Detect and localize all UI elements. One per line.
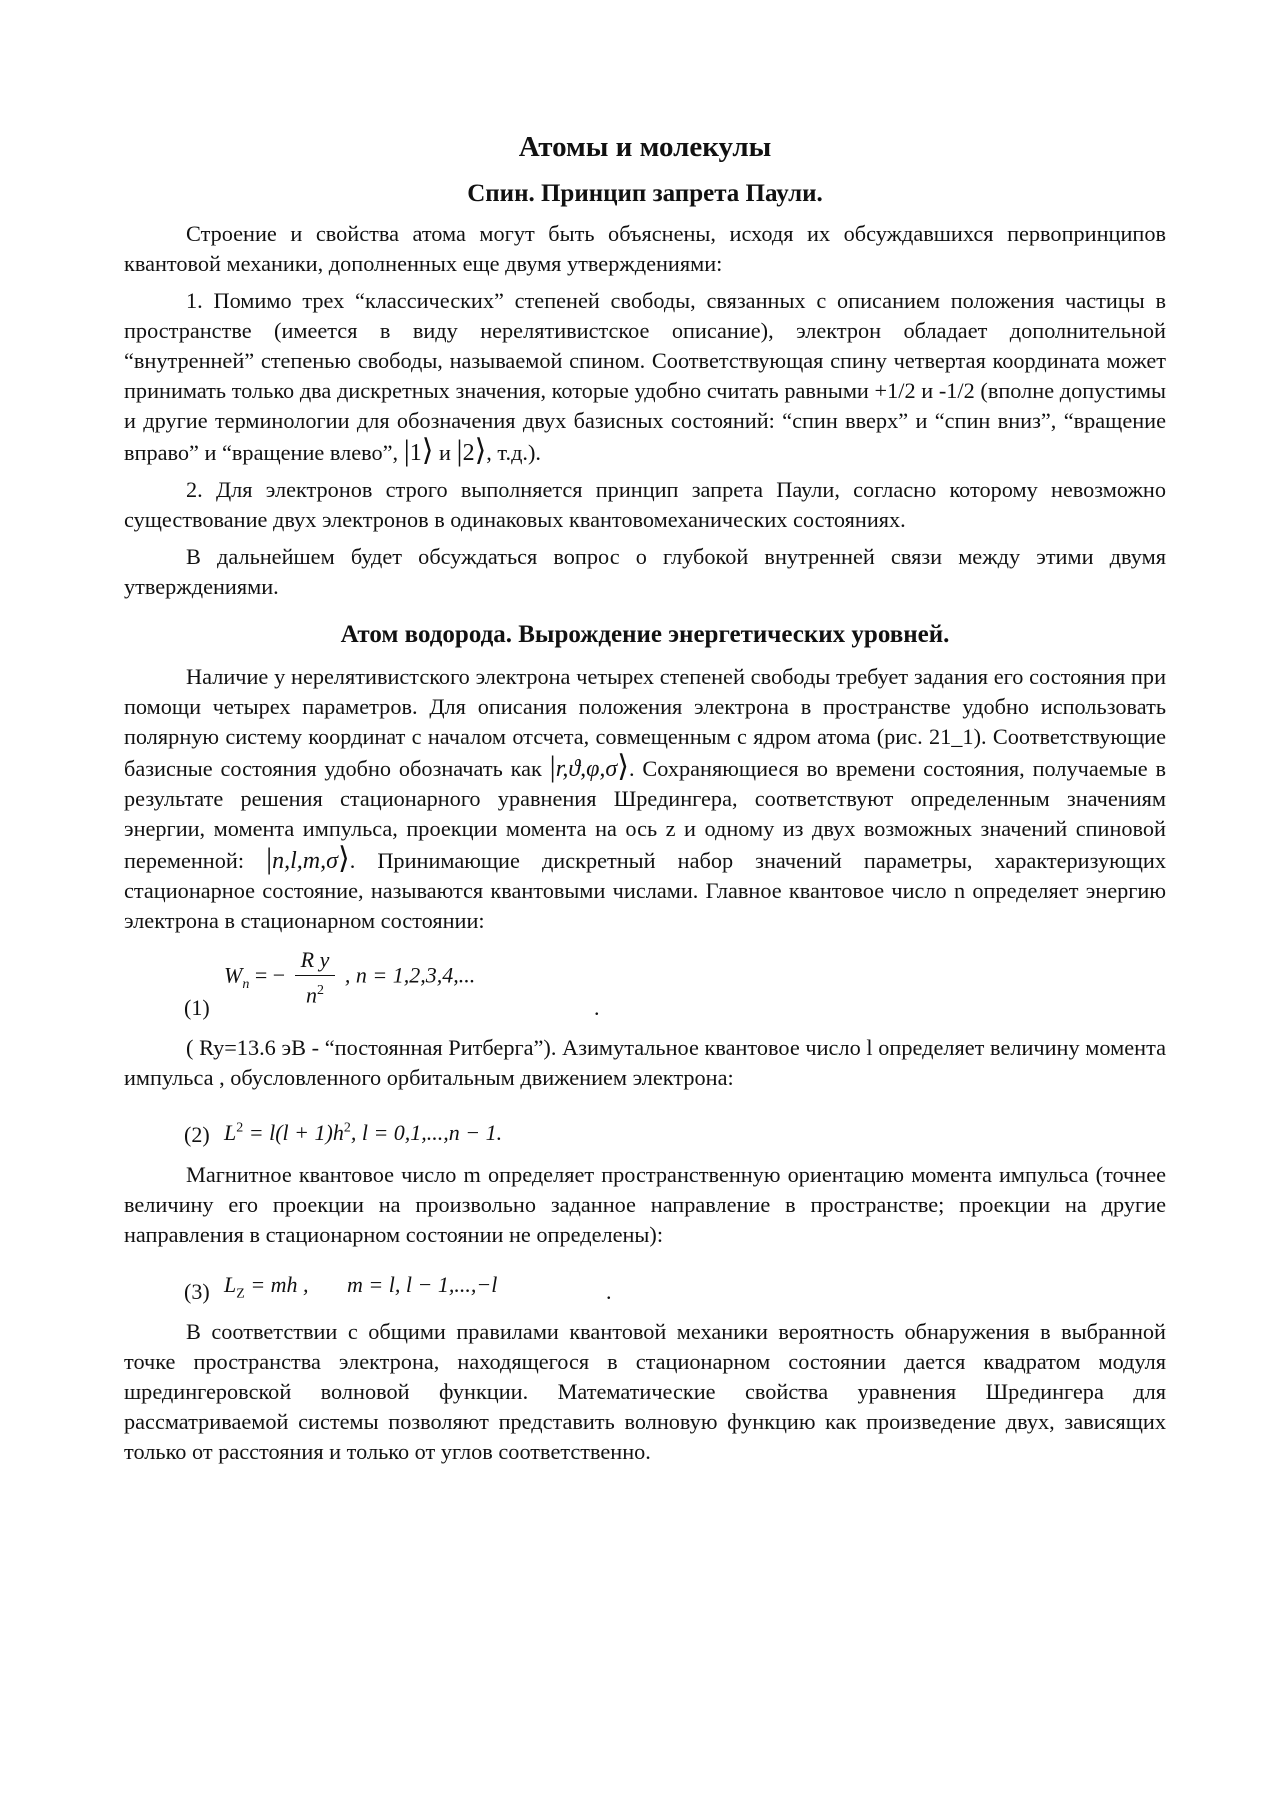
formula-1 [124,943,1166,1025]
item-1-tail: , т.д.). [486,439,541,465]
item-1-text: 1. Помимо трех “классических” степеней свободы, связанных с описанием положения частицы в пространстве (имеется в виду нерелятивистское описание), электрон обладает дополнительной “внутренней” степенью свободы, называемой спином. Соответствующая спину четвертая координата может принимать только два дискретных значения, которые удобно считать равными +1/2 и -1/2 (вполне допустимы и другие терминологии для обозначения двух базисных состояний: “спин вверх” и “спин вниз”, “вращение вправо” и “вращение влево”, [124,287,1166,465]
ket-stationary: |n,l,m,σ⟩ [266,841,350,875]
ket-2: |2⟩ [456,433,487,467]
section-title-hydrogen: Атом водорода. Вырождение энергетических уровней. [340,620,950,648]
ket-basis: |r,ϑ,φ,σ⟩ [549,749,629,783]
formula-3 [124,1257,1166,1309]
formula-1-fraction: $\frac{\text{R y}}{n^2}$ [295,945,336,1010]
paragraph-hydrogen-3: Магнитное квантовое число m определяет пространственную ориентацию момента импульса (точнее величину его проекции на произвольно заданное направление в пространстве; проекции на другие направления в стационарном состоянии не определены): [124,1161,1166,1247]
paragraph-intro: Строение и свойства атома могут быть объяснены, исходя их обсуждавшихся первопринципов квантовой механики, дополненных еще двумя утверждениями: [124,220,1166,276]
formula-3-dot: . [606,1278,612,1304]
section-title-spin: Спин. Принцип запрета Паули. [467,179,823,207]
formula-1-dot: . [594,994,600,1020]
formula-3-body: $L_Z$ = mh , m = l, l − 1,...,−l [224,1272,498,1302]
hydrogen-1-text-a: Наличие у нерелятивистского электрона четырех степеней свободы требует задания его состояния при помощи четырех параметров. Для описания положения электрона в пространстве удобно использовать полярную систему координат с началом отсчета, совмещенным с ядром атома (рис. 21_1). Соответствующие базисные состояния удобно обозначать как [124,663,1166,781]
formula-1-body: $W_n$ = − $\frac{\text{R y}}{n^2}$ , n = 1,2,3,4,... [224,945,475,1010]
formula-1-number: (1) [184,994,210,1020]
paragraph-item-2: 2. Для электронов строго выполняется принцип запрета Паули, согласно которому невозможно существование двух электронов в одинаковых квантовомеханических состояниях. [124,476,1166,532]
paragraph-hydrogen-1 [124,662,1166,936]
paragraph-hydrogen-4: В соответствии с общими правилами квантовой механики вероятность обнаружения в выбранной точке пространства электрона, находящегося в стационарном состоянии дается квадратом модуля шредингеровской волновой функции. Математические свойства уравнения Шредингера для рассматриваемой системы позволяют представить волновую функцию как произведение двух, зависящих только от расстояния и только от углов соответственно. [124,1318,1166,1464]
paragraph-hydrogen-2: ( Ry=13.6 эВ - “постоянная Ритберга”). Азимутальное квантовое число l определяет величину момента импульса , обусловленного орбитальным движением электрона: [124,1034,1166,1090]
document-page [124,120,1166,1474]
paragraph-outro: В дальнейшем будет обсуждаться вопрос о глубокой внутренней связи между этими двумя утверждениями. [124,543,1166,599]
hydrogen-1-text-c: . Принимающие дискретный набор значений параметры, характеризующих стационарное состояние, называются квантовыми числами. Главное квантовое число n определяет энергию электрона в стационарном состоянии: [124,847,1167,933]
paragraph-item-1 [124,286,1166,468]
formula-2-body: $L^2 = l(l + 1)h^2$, l = 0,1,...,n − 1. [224,1119,503,1145]
ket-1: |1⟩ [403,433,434,467]
formula-3-number: (3) [184,1278,210,1304]
document-title: Атомы и молекулы [518,131,772,163]
formula-2-number: (2) [184,1121,210,1147]
item-1-and: и [439,439,451,465]
formula-2 [124,1100,1166,1152]
hydrogen-1-text-b: . Сохраняющиеся во времени состояния, получаемые в результате решения стационарного уравнения Шредингера, соответствуют определенным значениям энергии, момента импульса, проекции момента на ось z и одному из двух возможных значений спиновой переменной: [124,755,1166,873]
